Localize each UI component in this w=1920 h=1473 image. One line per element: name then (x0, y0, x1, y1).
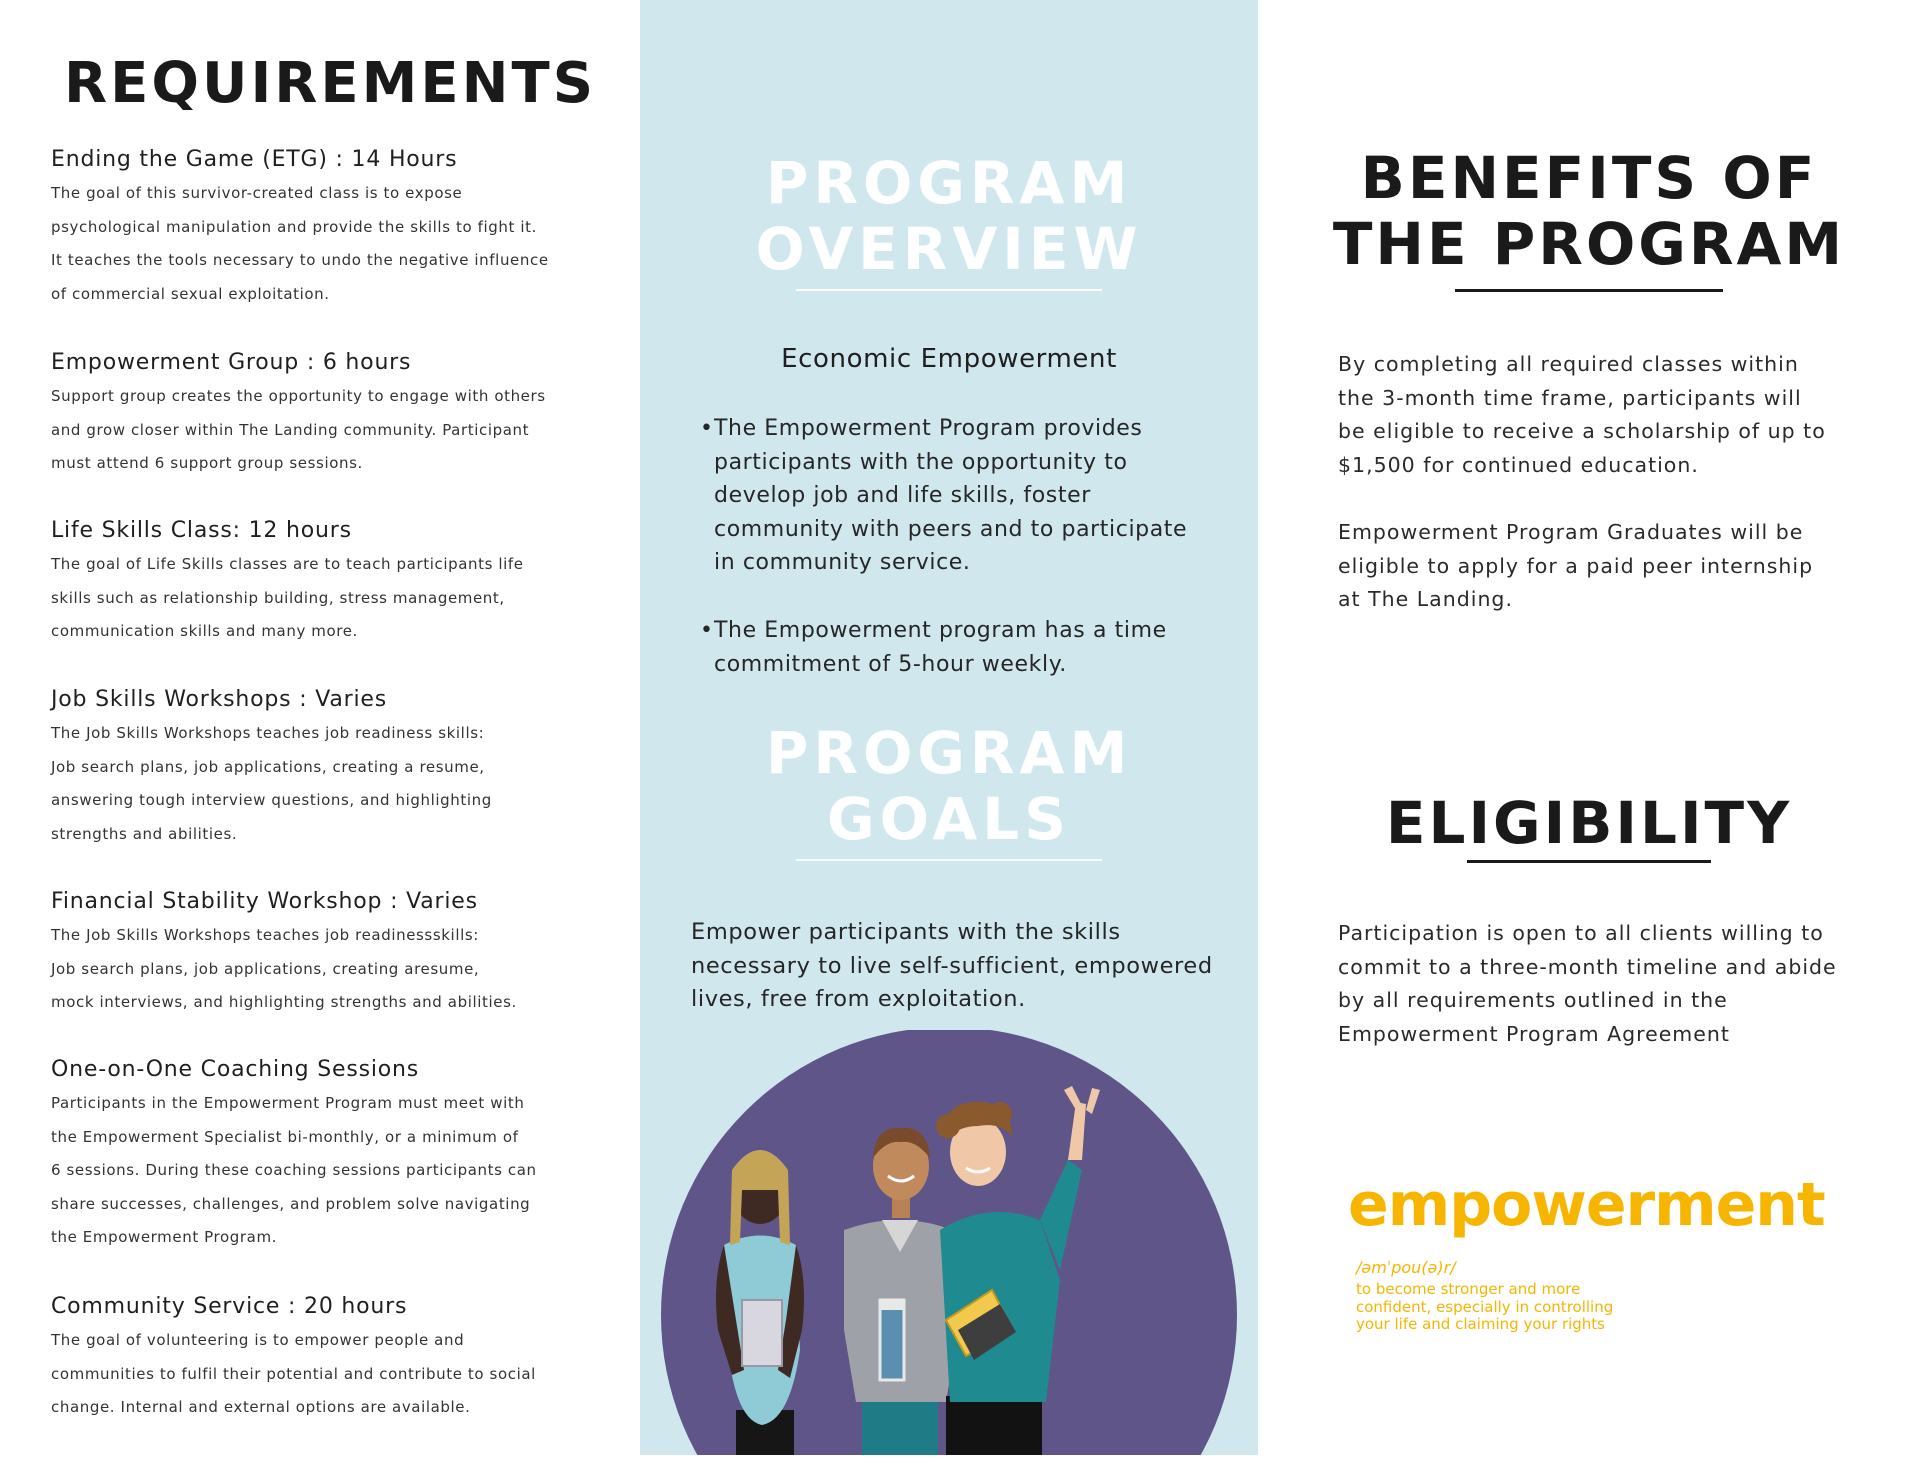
requirement-title: Community Service : 20 hours (51, 1294, 408, 1319)
overview-divider (796, 289, 1102, 291)
program-panel (640, 0, 1258, 1455)
requirement-description: The goal of Life Skills classes are to teach participants life skills such as relationship building, stress management, communication skills and many more. (51, 555, 524, 640)
definition-word: empowerment (1348, 1170, 1825, 1240)
benefits-divider (1455, 289, 1723, 292)
students-illustration (640, 1030, 1258, 1455)
benefits-column (1258, 0, 1920, 1473)
goals-text: Empower participants with the skills necessary to live self-sufficient, empowered lives, free from exploitation. (691, 919, 1213, 1012)
requirements-title: REQUIREMENTS (64, 51, 597, 116)
requirement-description: The goal of volunteering is to empower people and communities to fulfil their potential and contribute to social change. Internal and external options are available. (51, 1331, 536, 1416)
eligibility-title: ELIGIBILITY (1385, 789, 1793, 857)
requirement-title: Empowerment Group : 6 hours (51, 350, 412, 375)
requirement-description: Participants in the Empowerment Program must meet with the Empowerment Specialist bi-monthly, or a minimum of 6 sessions. During these coaching sessions participants can share successes, challenges, and problem solve navigating the Empowerment Program. (51, 1094, 537, 1246)
requirement-title: Ending the Game (ETG) : 14 Hours (51, 147, 458, 172)
eligibility-divider (1467, 860, 1711, 863)
requirement-item (51, 348, 591, 481)
overview-bullet (700, 412, 1230, 580)
program-goals-title: PROGRAM GOALS (765, 719, 1133, 853)
requirement-item (51, 1055, 591, 1255)
requirement-item (51, 685, 591, 851)
program-overview-title: PROGRAM OVERVIEW (755, 149, 1143, 283)
overview-bullet-text: The Empowerment Program provides participants with the opportunity to develop job and life skills, foster community with peers and to participate in community service. (714, 416, 1188, 575)
benefits-paragraph-scholarship: By completing all required classes within the 3-month time frame, participants will be eligible to receive a scholarship of up to $1,500 for continued education. (1338, 352, 1826, 477)
requirement-description: The Job Skills Workshops teaches job readinessskills: Job search plans, job applications, creating aresume, mock interviews, and highlighting strengths and abilities. (51, 926, 517, 1011)
requirement-title: Life Skills Class: 12 hours (51, 518, 352, 543)
benefits-paragraph-internship: Empowerment Program Graduates will be eligible to apply for a paid peer internship at The Landing. (1338, 520, 1814, 611)
requirements-column (0, 0, 640, 1473)
requirement-title: Job Skills Workshops : Varies (51, 687, 387, 712)
definition-phonetic: /əmˈpou(ə)r/ (1356, 1258, 1456, 1277)
bullet-icon: • (700, 416, 714, 441)
requirement-item (51, 887, 591, 1020)
requirement-description: The goal of this survivor-created class is to expose psychological manipulation and provide the skills to fight it. It teaches the tools necessary to undo the negative influence of commercial sexual exploitation. (51, 184, 549, 303)
requirement-title: One-on-One Coaching Sessions (51, 1057, 420, 1082)
requirement-item (51, 145, 591, 311)
requirement-item (51, 1292, 591, 1425)
definition-meaning: to become stronger and more confident, especially in controlling your life and claiming your rights (1356, 1280, 1614, 1333)
benefits-title: BENEFITS OF THE PROGRAM (1332, 144, 1846, 278)
overview-subtitle: Economic Empowerment (781, 344, 1117, 374)
eligibility-text: Participation is open to all clients willing to commit to a three-month timeline and abide by all requirements outlined in the Empowerment Program Agreement (1338, 921, 1837, 1046)
overview-bullet-text: The Empowerment program has a time commitment of 5-hour weekly. (714, 618, 1167, 677)
overview-bullet (700, 614, 1230, 681)
bullet-icon: • (700, 618, 714, 643)
requirement-title: Financial Stability Workshop : Varies (51, 889, 478, 914)
requirement-description: Support group creates the opportunity to engage with others and grow closer within The Landing community. Participant must attend 6 support group sessions. (51, 387, 546, 472)
goals-divider (796, 859, 1102, 861)
requirement-item (51, 516, 591, 649)
requirement-description: The Job Skills Workshops teaches job readiness skills: Job search plans, job applications, creating a resume, answering tough interview questions, and highlighting strengths and abilities. (51, 724, 492, 843)
